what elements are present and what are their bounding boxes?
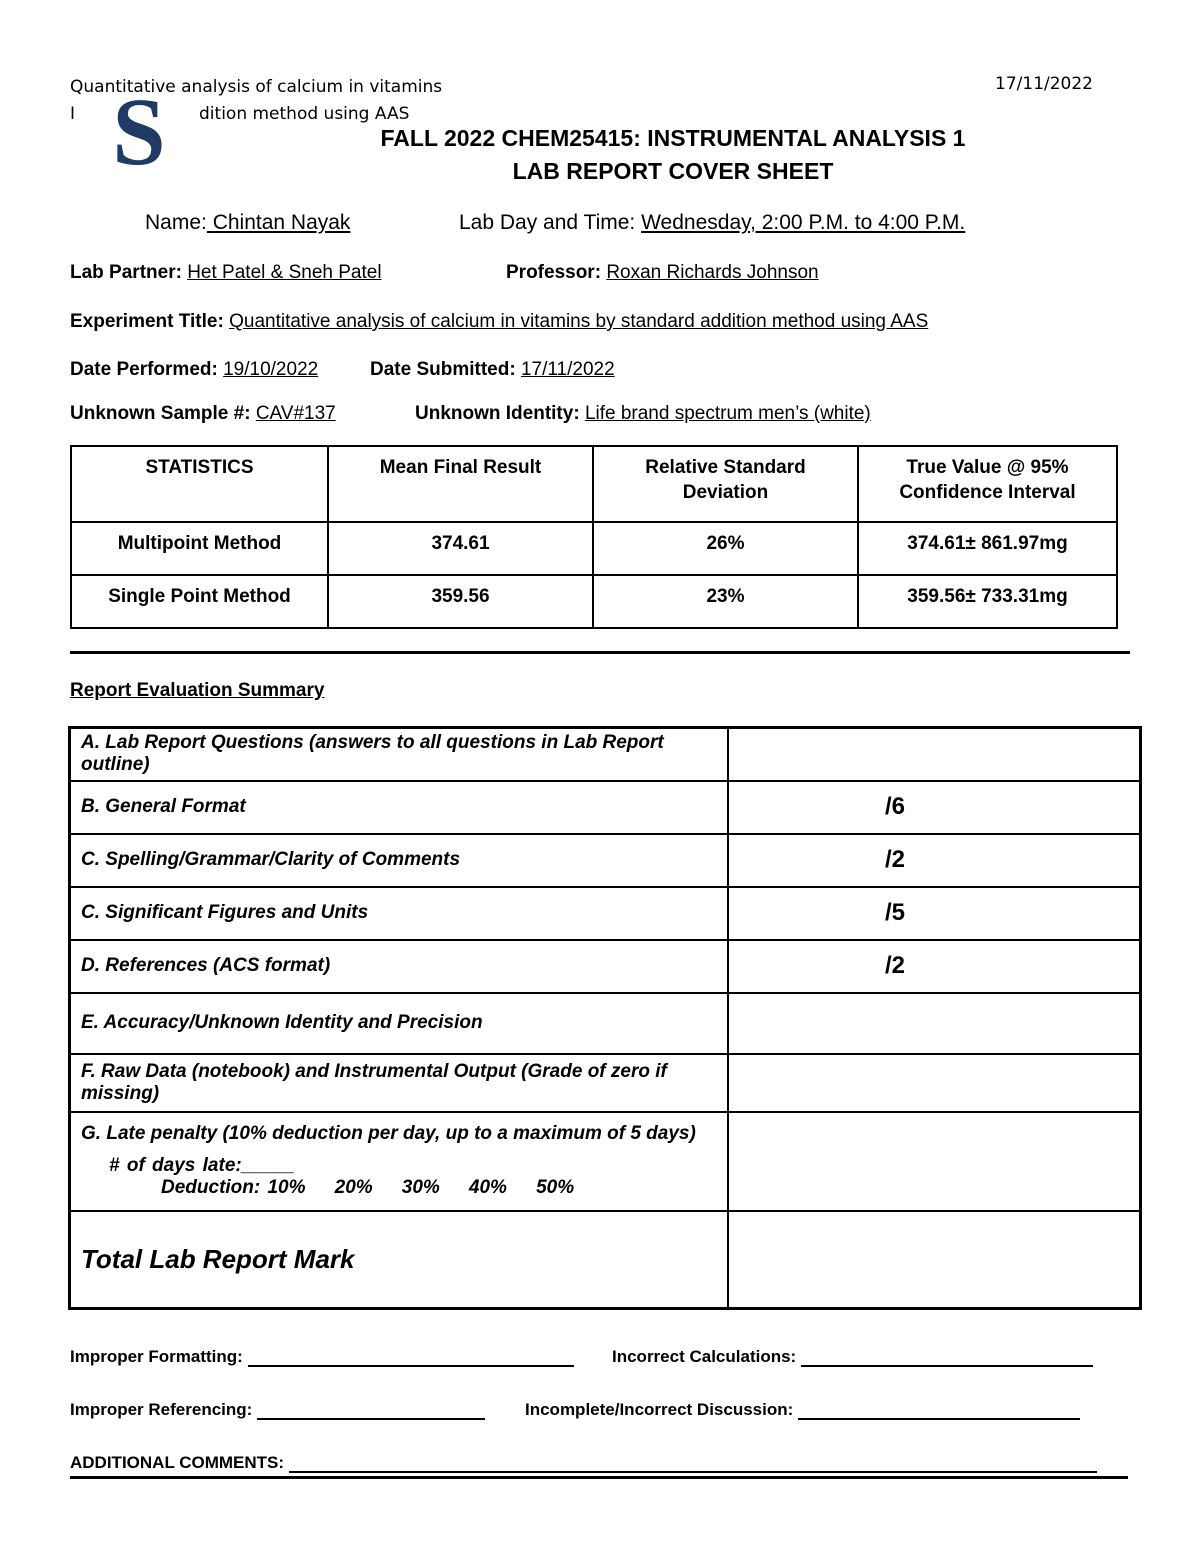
- professor-value: Roxan Richards Johnson: [606, 262, 819, 283]
- unknown-sample-field: [70, 403, 336, 425]
- table-cell: 23%: [593, 575, 858, 628]
- evaluation-score: [728, 993, 1141, 1054]
- date-performed-field: [70, 359, 318, 381]
- lab-day-value: Wednesday, 2:00 P.M. to 4:00 P.M.: [641, 211, 966, 234]
- name-value: Chintan Nayak: [206, 211, 351, 234]
- improper-referencing-label: Improper Referencing:: [70, 1400, 253, 1419]
- table-row: [70, 887, 1141, 940]
- running-header-line2-end: dition method using AAS: [199, 104, 410, 124]
- evaluation-title: Report Evaluation Summary: [70, 680, 325, 701]
- lab-partner-field: [70, 262, 382, 284]
- additional-comments-label: ADDITIONAL COMMENTS:: [70, 1453, 285, 1472]
- page-title-line1: FALL 2022 CHEM25415: INSTRUMENTAL ANALYSIS 1: [380, 125, 966, 151]
- page-title-line2: LAB REPORT COVER SHEET: [512, 158, 834, 184]
- table-row: [71, 522, 1117, 575]
- late-penalty-details: [81, 1155, 717, 1199]
- evaluation-score: /6: [728, 781, 1141, 834]
- improper-formatting-field: [70, 1347, 574, 1367]
- deduction-options: Deduction: 10% 20% 30% 40% 50%: [161, 1177, 575, 1198]
- experiment-title-label: Experiment Title:: [70, 311, 224, 332]
- table-cell: 26%: [593, 522, 858, 575]
- incorrect-calculations-blank[interactable]: [801, 1347, 1093, 1367]
- late-penalty-score: [728, 1112, 1141, 1211]
- incomplete-discussion-blank[interactable]: [798, 1400, 1080, 1420]
- running-header-line2-start: I: [70, 104, 76, 124]
- evaluation-table: [68, 726, 1142, 1310]
- evaluation-criterion: D. References (ACS format): [70, 940, 729, 993]
- experiment-title-field: [70, 311, 928, 333]
- running-header-line1: Quantitative analysis of calcium in vitamins: [70, 77, 443, 97]
- date-performed-value: 19/10/2022: [223, 359, 319, 380]
- unknown-identity-field: [415, 403, 871, 425]
- table-row: [70, 834, 1141, 887]
- evaluation-criterion: A. Lab Report Questions (answers to all questions in Lab Report outline): [70, 728, 729, 781]
- statistics-header-row: [71, 446, 1117, 522]
- table-cell: Single Point Method: [71, 575, 328, 628]
- evaluation-criterion: C. Spelling/Grammar/Clarity of Comments: [70, 834, 729, 887]
- experiment-title-value: Quantitative analysis of calcium in vitamins by standard addition method using AAS: [229, 311, 929, 332]
- table-row: [70, 728, 1141, 781]
- evaluation-criterion: C. Significant Figures and Units: [70, 887, 729, 940]
- statistics-header-cell: Relative Standard Deviation: [593, 446, 858, 522]
- lab-partner-label: Lab Partner:: [70, 262, 182, 283]
- lab-day-field: [459, 211, 965, 235]
- table-cell: 359.56: [328, 575, 593, 628]
- total-mark-score: [728, 1211, 1141, 1309]
- evaluation-score: [728, 1054, 1141, 1112]
- table-row: [70, 781, 1141, 834]
- statistics-header-cell: Mean Final Result: [328, 446, 593, 522]
- header-date: 17/11/2022: [995, 74, 1093, 94]
- evaluation-score: /5: [728, 887, 1141, 940]
- table-cell: 374.61: [328, 522, 593, 575]
- evaluation-criterion: E. Accuracy/Unknown Identity and Precision: [70, 993, 729, 1054]
- name-label: Name:: [145, 211, 207, 234]
- incorrect-calculations-field: [612, 1347, 1093, 1367]
- bottom-divider: [70, 1476, 1128, 1479]
- total-mark-label: Total Lab Report Mark: [70, 1211, 729, 1309]
- lab-partner-value: Het Patel & Sneh Patel: [187, 262, 382, 283]
- unknown-identity-label: Unknown Identity:: [415, 403, 580, 424]
- college-logo-letter: S: [112, 88, 166, 180]
- table-row: [71, 575, 1117, 628]
- statistics-header-cell: True Value @ 95% Confidence Interval: [858, 446, 1117, 522]
- incomplete-discussion-label: Incomplete/Incorrect Discussion:: [525, 1400, 794, 1419]
- unknown-sample-value: CAV#137: [255, 403, 336, 424]
- date-performed-label: Date Performed:: [70, 359, 218, 380]
- table-cell: 359.56± 733.31mg: [858, 575, 1117, 628]
- evaluation-criterion: B. General Format: [70, 781, 729, 834]
- date-submitted-field: [370, 359, 615, 381]
- improper-formatting-label: Improper Formatting:: [70, 1347, 243, 1366]
- table-row: [70, 1054, 1141, 1112]
- professor-field: [506, 262, 819, 284]
- statistics-header-cell: STATISTICS: [71, 446, 328, 522]
- evaluation-score: [728, 728, 1141, 781]
- name-field: [145, 211, 350, 235]
- evaluation-score: /2: [728, 940, 1141, 993]
- table-cell: 374.61± 861.97mg: [858, 522, 1117, 575]
- unknown-identity-value: Life brand spectrum men’s (white): [584, 403, 871, 424]
- evaluation-score: /2: [728, 834, 1141, 887]
- statistics-table: [70, 445, 1118, 629]
- incomplete-discussion-field: [525, 1400, 1080, 1420]
- improper-referencing-blank[interactable]: [257, 1400, 485, 1420]
- lab-day-label: Lab Day and Time:: [459, 211, 636, 234]
- total-row: [70, 1211, 1141, 1309]
- improper-referencing-field: [70, 1400, 485, 1420]
- incorrect-calculations-label: Incorrect Calculations:: [612, 1347, 797, 1366]
- additional-comments-blank[interactable]: [289, 1453, 1097, 1473]
- section-divider: [70, 651, 1130, 654]
- improper-formatting-blank[interactable]: [248, 1347, 574, 1367]
- date-submitted-label: Date Submitted:: [370, 359, 516, 380]
- unknown-sample-label: Unknown Sample #:: [70, 403, 251, 424]
- late-penalty-label: G. Late penalty (10% deduction per day, up to a maximum of 5 days): [81, 1123, 696, 1144]
- table-row: [70, 993, 1141, 1054]
- late-penalty-cell: [70, 1112, 729, 1211]
- table-cell: Multipoint Method: [71, 522, 328, 575]
- days-late-field: # of days late:_____: [109, 1155, 295, 1176]
- late-penalty-row: [70, 1112, 1141, 1211]
- professor-label: Professor:: [506, 262, 602, 283]
- page-title: [0, 122, 1200, 188]
- date-submitted-value: 17/11/2022: [520, 359, 615, 380]
- evaluation-criterion: F. Raw Data (notebook) and Instrumental Output (Grade of zero if missing): [70, 1054, 729, 1112]
- table-row: [70, 940, 1141, 993]
- additional-comments-field: [70, 1453, 1097, 1473]
